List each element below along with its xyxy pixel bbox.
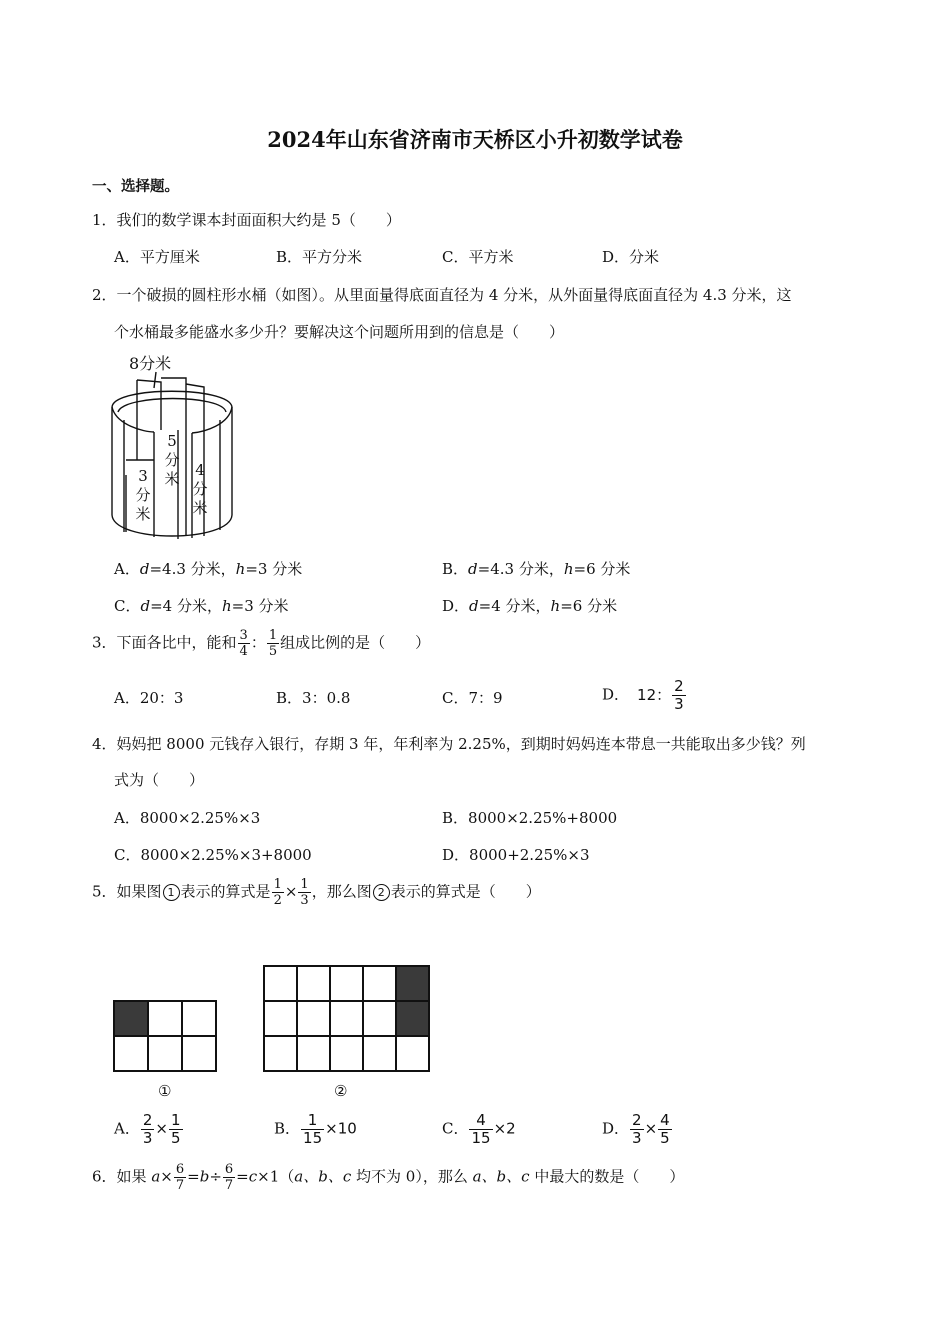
grid-cell: [264, 1036, 297, 1071]
q5-stem-mid: 表示的算式是: [180, 882, 271, 901]
q6-stem: [92, 1162, 684, 1193]
var-c: c: [248, 1167, 258, 1186]
grid-cell-shaded: [396, 1001, 429, 1036]
var-h: h: [563, 560, 574, 578]
fraction: $\frac{6}{7}$: [224, 1162, 234, 1193]
q4-option-a: A．8000×2.25%×3: [114, 809, 261, 827]
q6-times-one: ×1（: [257, 1167, 295, 1186]
option-d-value: =4 分米，: [150, 597, 222, 615]
q3-stem-pre: 3．下面各比中，能和: [92, 633, 237, 652]
var-d: d: [140, 597, 151, 615]
option-d-value: =4 分米，: [478, 597, 551, 615]
q6-stem-post: 中最大的数是（ ）: [529, 1167, 685, 1186]
fraction: $\frac{1}{15}$: [303, 1111, 323, 1147]
q4-stem-line1: 4．妈妈把 8000 元钱存入银行，存期 3 年，年利率为 2.25%，到期时妈妈连本带息一共能取出多少钱？列: [92, 735, 806, 753]
plank-mid-unit2: 米: [164, 470, 180, 488]
grid-figure-2: [263, 965, 430, 1072]
fraction: $\frac{2}{3}$: [142, 1111, 153, 1147]
var-a: a: [151, 1167, 161, 1186]
times-sign: ×: [155, 1119, 168, 1138]
times-sign: ×: [644, 1119, 658, 1138]
q6-condition: 均不为 0），那么: [351, 1167, 473, 1186]
q4-option-b: B．8000×2.25%+8000: [442, 809, 618, 827]
grid-cell: [363, 1036, 396, 1071]
plank-right-unit1: 分: [192, 480, 208, 498]
q1-option-b: B．平方分米: [276, 248, 363, 266]
fraction: $\frac{2}{3}$: [632, 1111, 642, 1147]
var-h: h: [550, 597, 561, 615]
grid-cell: [114, 1036, 148, 1071]
fraction: $\frac{3}{4}$: [239, 628, 248, 659]
q5-stem: [92, 877, 541, 908]
grid-cell: [148, 1036, 182, 1071]
fraction: $\frac{6}{7}$: [175, 1162, 185, 1193]
ratio-integer: 12：: [637, 685, 672, 704]
q2-option-d: [442, 595, 617, 616]
q5-stem-mid2: ，那么图: [311, 882, 372, 901]
option-letter: C．: [442, 1119, 469, 1138]
q1-stem: 1．我们的数学课本封面面积大约是 5（ ）: [92, 211, 401, 229]
option-h-value: =6 分米: [560, 597, 618, 615]
option-letter: B．: [442, 560, 469, 578]
circled-two-icon: 2: [373, 884, 390, 901]
grid-caption-2: ②: [334, 1082, 348, 1100]
q3-stem-post: 组成比例的是（ ）: [280, 633, 431, 652]
grid-cell: [297, 1036, 330, 1071]
grid-cell: [330, 1036, 363, 1071]
grid-cell: [264, 1001, 297, 1036]
fraction: $\frac{2}{3}$: [674, 677, 684, 713]
plank-mid-unit1: 分: [164, 451, 180, 469]
times-sign: ×: [160, 1167, 173, 1186]
grid-cell: [396, 1036, 429, 1071]
q5-option-b: [274, 1112, 357, 1147]
q5-option-a: [114, 1112, 184, 1147]
page-title: 2024年山东省济南市天桥区小升初数学试卷: [267, 127, 683, 152]
q2-option-c: [114, 595, 289, 616]
var-list: a、b、c: [472, 1167, 530, 1186]
grid-cell-shaded: [114, 1001, 148, 1036]
var-h: h: [235, 560, 246, 578]
plank-left-unit2: 米: [135, 505, 151, 523]
fraction: $\frac{1}{5}$: [268, 628, 278, 659]
times-sign: ×: [284, 882, 298, 901]
fraction: $\frac{1}{2}$: [273, 877, 282, 908]
divide-sign: ÷: [209, 1167, 222, 1186]
q2-option-b: [442, 558, 630, 579]
var-h: h: [221, 597, 232, 615]
grid-cell: [182, 1001, 216, 1036]
q1-option-d: D．分米: [602, 248, 660, 266]
q2-stem-line1: 2．一个破损的圆柱形水桶（如图）。从里面量得底面直径为 4 分米，从外面量得底面直径为 4.3 分米，这: [92, 286, 792, 304]
q5-option-c: [442, 1112, 516, 1147]
grid-cell: [297, 1001, 330, 1036]
plank-left-num: 3: [138, 467, 148, 485]
q6-stem-pre: 6．如果: [92, 1167, 152, 1186]
grid-cell: [330, 966, 363, 1001]
plank-mid-num: 5: [167, 432, 177, 450]
q4-stem-line2: 式为（ ）: [114, 771, 205, 789]
q3-option-d: [602, 678, 687, 713]
q2-stem-line2: 个水桶最多能盛水多少升？要解决这个问题所用到的信息是（ ）: [114, 323, 565, 341]
grid-cell: [182, 1036, 216, 1071]
var-d: d: [469, 597, 479, 615]
grid-caption-1: ①: [158, 1082, 172, 1100]
equals-sign: =: [236, 1167, 249, 1186]
bucket-label-8dm: 8分米: [129, 354, 172, 373]
option-letter: D．: [602, 1119, 630, 1138]
option-letter: A．: [114, 1119, 140, 1138]
option-h-value: =6 分米: [573, 560, 631, 578]
q4-option-c: C．8000×2.25%×3+8000: [114, 846, 312, 864]
option-h-value: =3 分米: [231, 597, 289, 615]
bucket-label-5dm: [164, 432, 180, 489]
grid-cell: [297, 966, 330, 1001]
bucket-label-3dm: [135, 467, 151, 524]
plank-right-num: 4: [195, 461, 205, 479]
circled-one-icon: 1: [163, 884, 180, 901]
q3-option-b: B．3：0.8: [276, 689, 351, 707]
q5-stem-pre: 5．如果图: [92, 882, 162, 901]
var-d: d: [139, 560, 150, 578]
grid-cell: [363, 966, 396, 1001]
option-letter: C．: [114, 597, 141, 615]
option-letter: D．: [442, 597, 470, 615]
fraction: $\frac{1}{5}$: [170, 1111, 181, 1147]
section-heading: 一、选择题。: [92, 178, 179, 195]
option-letter: B．: [274, 1119, 301, 1138]
q4-option-d: D．8000+2.25%×3: [442, 846, 590, 864]
equals-sign: =: [187, 1167, 200, 1186]
bucket-label-4dm: [192, 461, 208, 518]
option-letter: A．: [114, 560, 140, 578]
fraction: $\frac{1}{3}$: [300, 877, 309, 908]
colon: ：: [250, 633, 266, 652]
grid-cell: [330, 1001, 363, 1036]
grid-cell: [148, 1001, 182, 1036]
plank-right-unit2: 米: [192, 499, 208, 517]
fraction: $\frac{4}{15}$: [471, 1111, 491, 1147]
var-b: b: [199, 1167, 210, 1186]
option-rest: ×2: [493, 1119, 516, 1138]
option-d-value: =4.3 分米，: [149, 560, 236, 578]
var-d: d: [468, 560, 478, 578]
option-letter: D．: [602, 685, 630, 704]
grid-cell: [363, 1001, 396, 1036]
q3-option-a: A．20：3: [114, 689, 184, 707]
var-list: a、b、c: [294, 1167, 352, 1186]
q1-option-c: C．平方米: [442, 248, 514, 266]
option-d-value: =4.3 分米，: [477, 560, 564, 578]
q5-stem-post: 表示的算式是（ ）: [390, 882, 541, 901]
q3-option-c: C．7：9: [442, 689, 503, 707]
option-rest: ×10: [325, 1119, 357, 1138]
q2-option-a: [114, 558, 302, 579]
grid-cell: [264, 966, 297, 1001]
plank-left-unit1: 分: [135, 486, 151, 504]
q5-option-d: [602, 1112, 673, 1147]
grid-figure-1: [113, 1000, 217, 1072]
option-h-value: =3 分米: [245, 560, 303, 578]
q1-option-a: A．平方厘米: [114, 248, 200, 266]
grid-cell-shaded: [396, 966, 429, 1001]
q3-stem: [92, 628, 430, 659]
fraction: $\frac{4}{5}$: [660, 1111, 670, 1147]
